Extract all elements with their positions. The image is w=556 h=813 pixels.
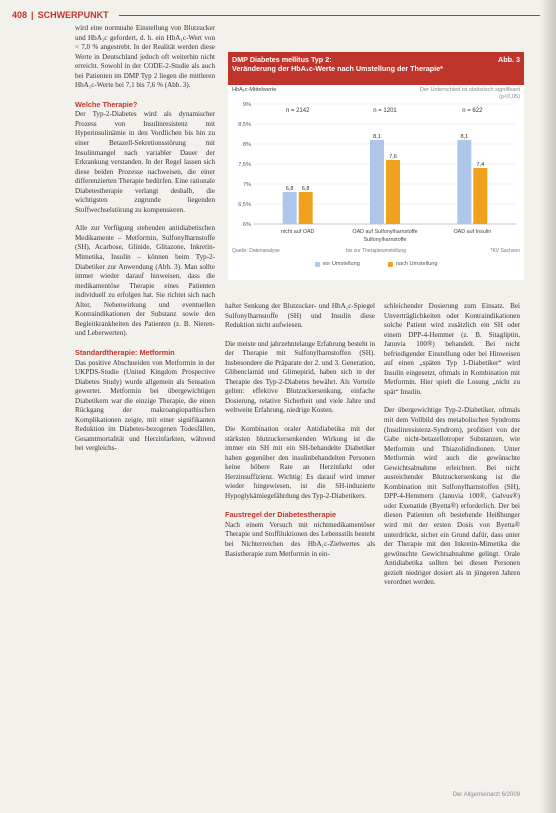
y-tick-label: 6,5% — [238, 202, 251, 208]
significance-note: Der Unterschied ist statistisch signifikant (p<0,05) — [419, 87, 520, 100]
figure-title-line1: DMP Diabetes mellitus Typ 2: — [232, 55, 332, 64]
figure-header — [228, 52, 524, 85]
paragraph: Das positive Abschneiden von Metformin in der UKPDS-Studie (United Kingdom Prospective Diabetes Study) wurde allgemein als Sensation gewertet. Metformin bei übergewichtigen Diabetikern war die einzige Therapie, die einen Rückgang der makroangiopathischen Komplikationen zeigte, mit einer signifikanten Reduktion im Diabetes-bezogenen Todesfällen, Gesamtmortalität und Herzinfarkten, während bei vergleichs- — [75, 358, 215, 453]
text-column-1 — [75, 24, 215, 463]
paragraph: wird eine normnahe Einstellung von Blutzucker und HbA₁c gefordert, d. h. ein HbA₁c-Wert von < 7,0 % angestrebt. In der Realität werden diese Werte in Deutschland jedoch oft weiterhin nicht erreicht. Sowohl in der CODE-2-Studie als auch bei Patienten im DMP Typ 2 liegen die mittleren HbA₁c-Werte bei 7,1 bis 7,6 % (Abb. 3). — [75, 24, 215, 90]
bar-value-label: 8,1 — [373, 134, 381, 140]
paragraph: Die Kombination oraler Antidiabetika mit der stärksten blutzuckersenkenden Wirkung ist die immer ein SH mit ein SH-behandelte Diabetiker haben gegenüber den insulinbehandelten Personen keine höhere Rate an Herzinfarkt oder Herzinsuffizienz. Wichtig: Es darauf wird immer wieder hingewiesen, ist die SH-induzierte Hypoglykämiegefährdung des Typ-2-Diabetikers. — [225, 425, 375, 500]
axis-annotation: Sulfonylharnstoffe — [363, 237, 407, 243]
bar-before — [370, 140, 384, 224]
subheading: Welche Therapie? — [75, 99, 138, 109]
separator: | — [31, 10, 34, 20]
y-tick-label: 6% — [242, 222, 251, 228]
group-n-label: n = 1201 — [373, 108, 397, 114]
y-tick-label: 8% — [242, 142, 251, 148]
bar-after — [299, 192, 313, 224]
text-column-2 — [225, 302, 375, 568]
legend-swatch-before — [315, 262, 320, 267]
x-tick-label: nicht auf OAD — [280, 229, 315, 235]
page-binding-shadow — [540, 0, 556, 813]
group-n-label: n = 2142 — [285, 108, 310, 114]
x-tick-label: OAD auf Insulin — [453, 229, 492, 235]
page-footer: Der Allgemeinarzt 6/2009 — [452, 792, 520, 798]
y-tick-label: 7,5% — [238, 162, 251, 168]
subheading: Standardtherapie: Metformin — [75, 347, 175, 357]
bar-value-label: 6,8 — [285, 186, 294, 192]
figure-footnote-right: *KV Sachsen — [490, 248, 520, 254]
bar-before — [457, 140, 471, 224]
legend-label-after: nach Umstellung — [395, 261, 438, 267]
page-number: 408 — [12, 10, 28, 20]
paragraph: Der Typ-2-Diabetes wird als dynamischer Prozess von Insulinresistenz mit Hyperinsulinämie in den Vordlichen bis hin zu einer Betazell-Sekretionsstörung mit Insulinmangel nach variabler Dauer der Erkrankung verstanden. In der Regel lassen sich diese beiden Prozesse nachweisen, die einer differenzierten Therapie bedürfen. Eine rationale Diabetestherapie verlangt deshalb, die wichtigsten zugrunde liegenden Stoffwechselstörung zu kompensieren. — [75, 110, 215, 214]
paragraph: Alle zur Verfügung stehenden antidiabetischen Medikamente – Metformin, Sulfonylharnstoffe (SH), Acarbose, Glinide, Glitazone, Inkretin-Mimetika, Insulin – können beim Typ-2-Diabetiker zur Anwendung (Abb. 3). Man sollte immer wieder darauf hinweisen, dass die medikamentöse Therapie eines Patienten individuell zu erfolgen hat. Sie richtet sich nach Alter, Nebenwirkung und eventuellen Kontraindikationen der Substanz sowie den Begleitkrankheiten des Patienten (z. B. Nieren- und Leberwerten). — [75, 224, 215, 338]
bar-value-label: 7,6 — [389, 154, 397, 160]
x-tick-label: OAD auf Sulfonylharnstoffe — [352, 229, 418, 235]
text-column-3 — [384, 302, 520, 597]
bar-after — [473, 168, 487, 224]
running-head — [12, 8, 546, 22]
y-axis-label: HbA₁c-Mittelwerte — [232, 87, 277, 93]
paragraph: Die meiste und jahrzehntelange Erfahrung besteht in der Therapie mit Sulfonylharnstoffen (SH). Insbesondere die Präparate der 2. und 3. Generation, Glibenclamid und Glimepirid, haben sich in der Therapie des Typ-2-Diabetes bewährt. Als Vorteile gelten: effektive Blutzuckersenkung, einfache Dosierung, relative Sicherheit und viele Jahre und weltweite Erfahrung, niedrige Kosten. — [225, 339, 375, 415]
y-tick-label: 9% — [242, 102, 251, 108]
bar-value-label: 8,1 — [460, 134, 469, 140]
chart-legend — [228, 261, 524, 267]
bar-value-label: 7,4 — [476, 162, 485, 168]
group-n-label: n = 622 — [462, 108, 483, 114]
header-rule — [119, 15, 546, 16]
figure-footnote-mid: bis zur Therapieumstellung — [346, 248, 406, 254]
bar-chart — [228, 98, 524, 258]
figure-title-line2: Veränderung der HbA₁c-Werte nach Umstellung der Therapie* — [232, 64, 443, 73]
y-tick-label: 7% — [242, 182, 251, 188]
figure-footnote-left: Quelle: Datenanalyse — [232, 248, 280, 254]
bar-before — [283, 192, 297, 224]
paragraph: hafter Senkung der Blutzucker- und HbA₁c-Spiegel Sulfonylharnstoffe (SH) und Insulin diese Reduktion nicht aufwiesen. — [225, 302, 375, 330]
legend-swatch-after — [388, 262, 393, 267]
paragraph: Nach einem Versuch mit nichtmedikamentöser Therapie und Stoffiluktionen des Lebensstils besteht bei Nichterreichen des HbA₁c-Zielwertes als Basistherapie zum Metformin in ein- — [225, 520, 375, 558]
legend-label-before: vor Umstellung — [322, 261, 360, 267]
y-tick-label: 8,5% — [238, 122, 251, 128]
legend-item-after — [388, 261, 438, 267]
bar-after — [386, 160, 400, 224]
figure-subheader — [228, 85, 524, 98]
figure-hba1c-chart — [228, 52, 524, 280]
bar-value-label: 6,8 — [301, 186, 310, 192]
section-title: SCHWERPUNKT — [37, 10, 109, 20]
legend-item-before — [315, 261, 360, 267]
figure-number: Abb. 3 — [498, 55, 520, 64]
paragraph: Der übergewichtige Typ-2-Diabetiker, oftmals mit dem Vollbild des metabolischen Syndroms (Insulinresistenz-Syndrom), profitiert von der Gabe nicht-betazellotroper Substanzen, wie Metformin und Thiazolidindionen. Unter Metformin wird auch die gewünschte Gewichtsabnahme erleichtert. Bei nicht ausreichender Blutzuckersenkung ist die Kombination mit Sulfonylharnstoffen (SH), DPP-4-Hemmern (Januvia 100®, Galvus®) oder Exenatide (Byetta®) erforderlich. Der bei diesen Patienten oft bestehende Heißhunger wird mit der ersten Dosis von Byetta® unterdrückt, sicher ein Grund dafür, dass unter der Therapie mit den Inkretin-Mimetika die gewünschte Gewichtsabnahme gelingt. Orale Antidiabetika sollten bei diesen Personen gezielt niedriger dosiert als in jüngeren Jahren verordnet werden. — [384, 406, 520, 587]
subheading: Faustregel der Diabetestherapie — [225, 510, 337, 520]
paragraph: schleichender Dosierung zum Einsatz. Bei Unverträglichkeiten oder Kontraindikationen solche Patient wird zusätzlich ein SH oder einem DPP-4-Hemmer (z. B. Sitagliptin, Januvia 100®) behandelt. Bei nicht befriedigender Einstellung oder bei Hinweisen auf einen „späten Typ 1-Diabetiker“ wird Insulin eingesetzt, oftmals in Kombination mit Metformin. Hier spielt die Losung „nicht zu spät“ Insulin. — [384, 302, 520, 396]
